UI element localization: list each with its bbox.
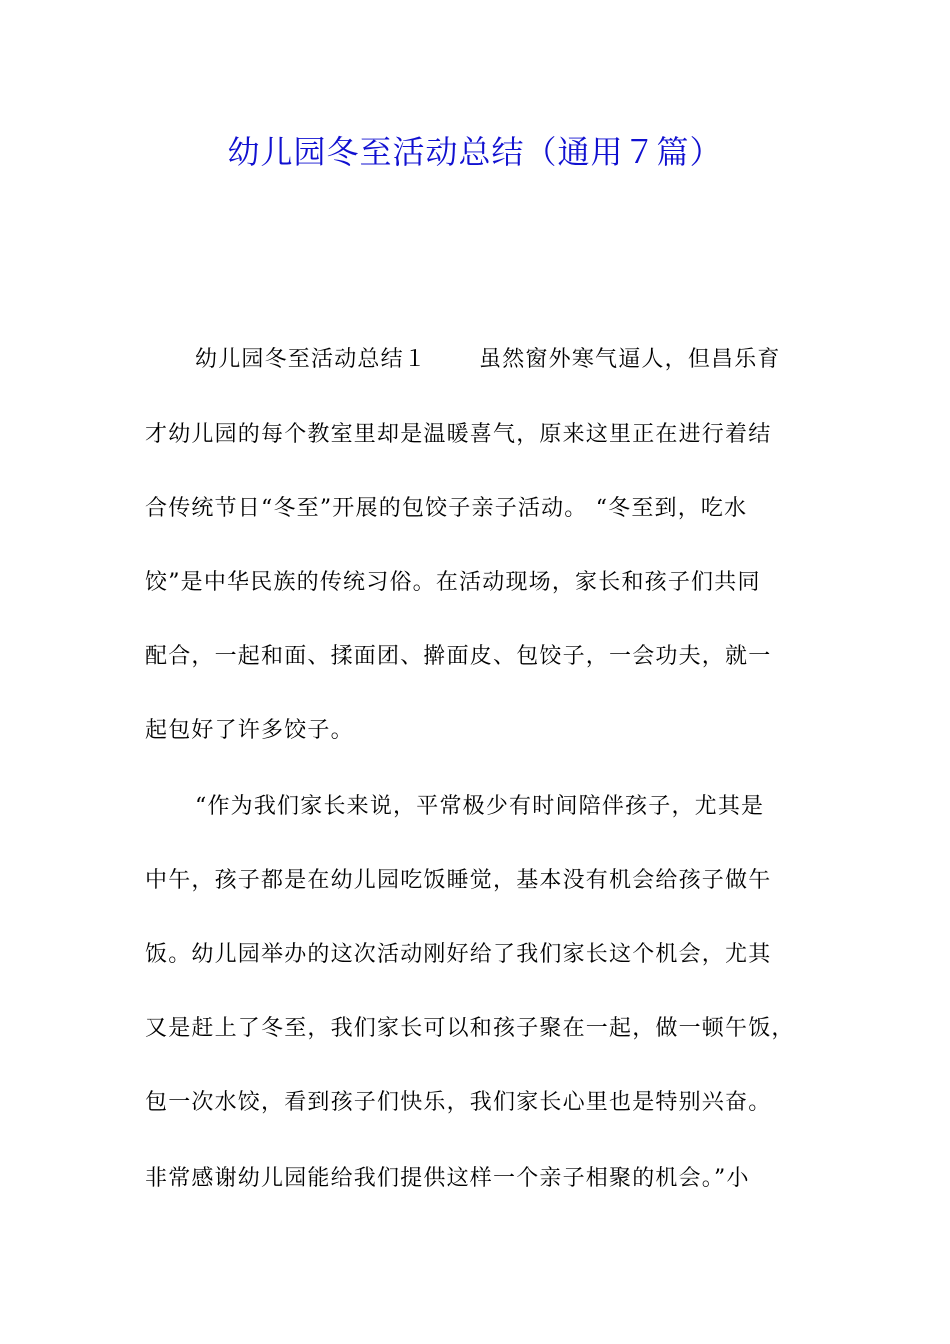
paragraph-line: 起包好了许多饺子。 [145,718,354,743]
paragraph-line [195,345,860,375]
paragraph-line: “作为我们家长来说，平常极少有时间陪伴孩子，尤其是 [195,794,765,819]
paragraph-line: 中午，孩子都是在幼儿园吃饭睡觉，基本没有机会给孩子做午 [145,868,772,893]
paragraph-line: 非常感谢幼儿园能给我们提供这样一个亲子相聚的机会。”小 [145,1166,750,1191]
paragraph-line: 又是赶上了冬至，我们家长可以和孩子聚在一起，做一顿午饭， [145,1016,795,1041]
paragraph-line: 饭。幼儿园举办的这次活动刚好给了我们家长这个机会，尤其 [145,942,772,967]
document-title: 幼儿园冬至活动总结（通用７篇） [227,133,723,171]
paragraph-line: 包一次水饺，看到孩子们快乐，我们家长心里也是特别兴奋。 [145,1090,772,1115]
paragraph-line: 才幼儿园的每个教室里却是温暖喜气，原来这里正在进行着结 [145,422,772,447]
paragraph-line: 配合，一起和面、揉面团、擀面皮、包饺子，一会功夫，就一 [145,644,772,669]
paragraph-line: 合传统节日“冬至”开展的包饺子亲子活动。 “冬至到，吃水 [145,496,748,521]
paragraph-line: 饺”是中华民族的传统习俗。在活动现场，家长和孩子们共同 [145,570,761,595]
paragraph-text: 虽然窗外寒气逼人，但昌乐育 [479,347,781,372]
section-heading: 幼儿园冬至活动总结１ [195,347,428,372]
